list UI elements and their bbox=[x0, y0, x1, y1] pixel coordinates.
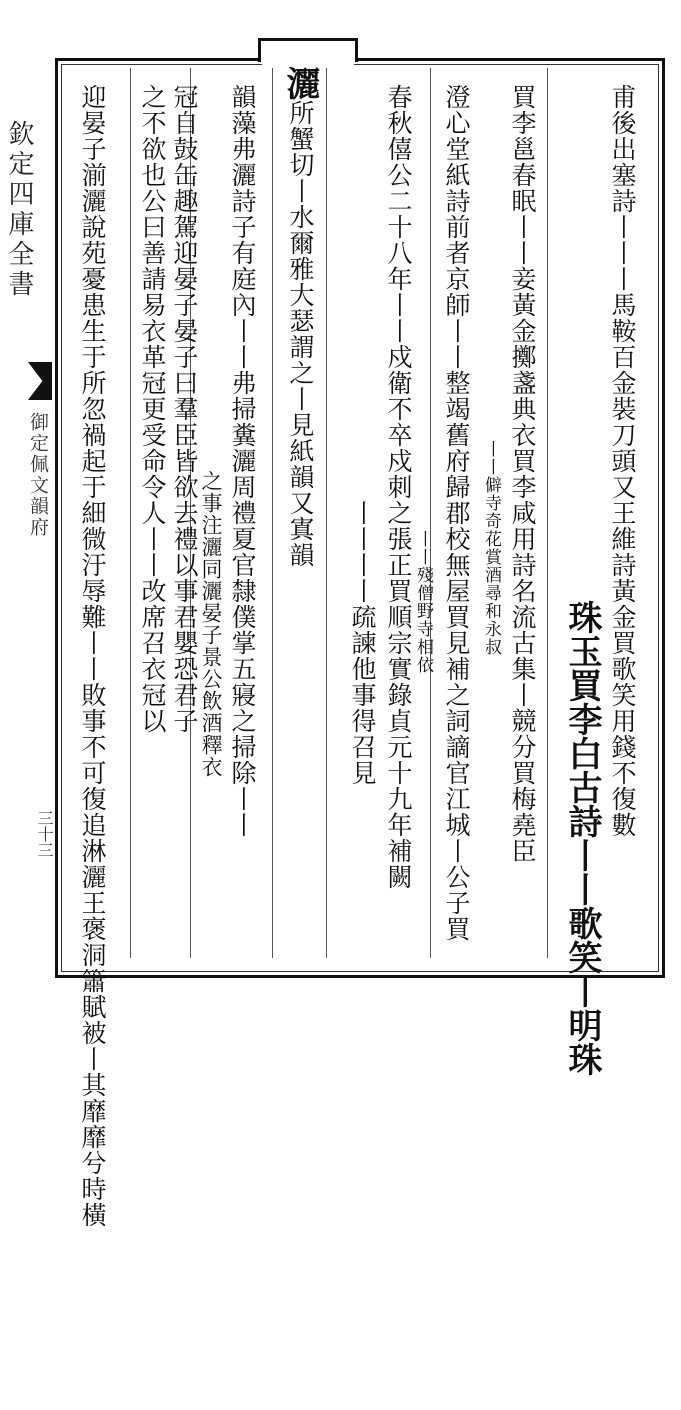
column-text: 冠自鼓缶趣駕迎晏子晏子曰羣臣皆欲去禮以事君嬰恐君子 bbox=[170, 84, 199, 734]
column-text bbox=[560, 80, 604, 1076]
text-column bbox=[560, 80, 604, 1076]
entry-heading bbox=[278, 66, 324, 946]
column-text: 買李邕春眠丨丨妾黃金擲盞典衣買李咸用詩名流古集丨競分買梅堯臣 bbox=[508, 84, 537, 864]
text-column bbox=[500, 84, 544, 964]
column-text: 甫後出塞詩丨丨丨馬鞍百金裝刀頭又王維詩黃金買歌笑用錢不復數 bbox=[608, 84, 637, 838]
column-text: 丨丨殘僧野寺相依 bbox=[413, 530, 433, 674]
page-number: 三十三 bbox=[35, 810, 54, 858]
column-rule bbox=[547, 68, 548, 958]
column-text: 春秋僖公二十八年丨丨戍衛不卒戍刺之張正買順宗實錄貞元十九年補闕 bbox=[384, 84, 413, 890]
text-column bbox=[480, 440, 504, 1320]
text-column bbox=[220, 84, 264, 964]
column-text: 丨丨丨丨疏諫他事得召見 bbox=[348, 500, 377, 786]
section-title: 御定佩文韻府 bbox=[27, 412, 49, 538]
column-text: 韻藻弗灑詩子有庭內丨丨弗掃糞灑周禮夏官隸僕掌五寢之掃除丨丨 bbox=[228, 84, 257, 838]
column-text: 之不欲也公曰善請易衣革冠更受命令人丨丨改席召衣冠以 bbox=[138, 84, 167, 734]
text-column bbox=[130, 84, 174, 964]
page-margin bbox=[0, 40, 52, 980]
entry-gloss: 所蟹切丨水爾雅大瑟謂之丨見紙韻又寘韻 bbox=[286, 100, 315, 568]
text-column bbox=[600, 84, 644, 964]
text-column bbox=[434, 84, 478, 964]
entry-character: 灑 bbox=[280, 66, 320, 100]
column-text: 丨丨僻寺奇花賞酒尋和永叔 bbox=[481, 440, 501, 656]
column-text: 迎晏子湔灑說苑憂患生于所忽禍起于細微汙辱難丨丨敗事不可復追淋灑王褒洞簫賦被丨其靡靡兮時橫 bbox=[78, 84, 107, 1228]
column-text: 澄心堂紙詩前者京師丨丨整竭舊府歸郡校無屋買見補之詞謫官江城丨公子買 bbox=[442, 84, 471, 942]
column-text-span: 珠玉買李白古詩丨丨歌笑丨明珠 bbox=[562, 600, 602, 1076]
column-rule bbox=[326, 68, 327, 958]
column-text: 之事注灑同灑晏子景公飲酒釋衣 bbox=[199, 470, 223, 778]
text-column bbox=[70, 84, 114, 1228]
column-rule bbox=[272, 68, 273, 958]
book-title: 欽定四庫全書 bbox=[4, 120, 34, 300]
entry-heading-text bbox=[278, 66, 322, 568]
text-column bbox=[340, 500, 384, 1380]
heading-tab-fill bbox=[262, 42, 354, 66]
fish-tail-mark-icon bbox=[28, 362, 52, 400]
